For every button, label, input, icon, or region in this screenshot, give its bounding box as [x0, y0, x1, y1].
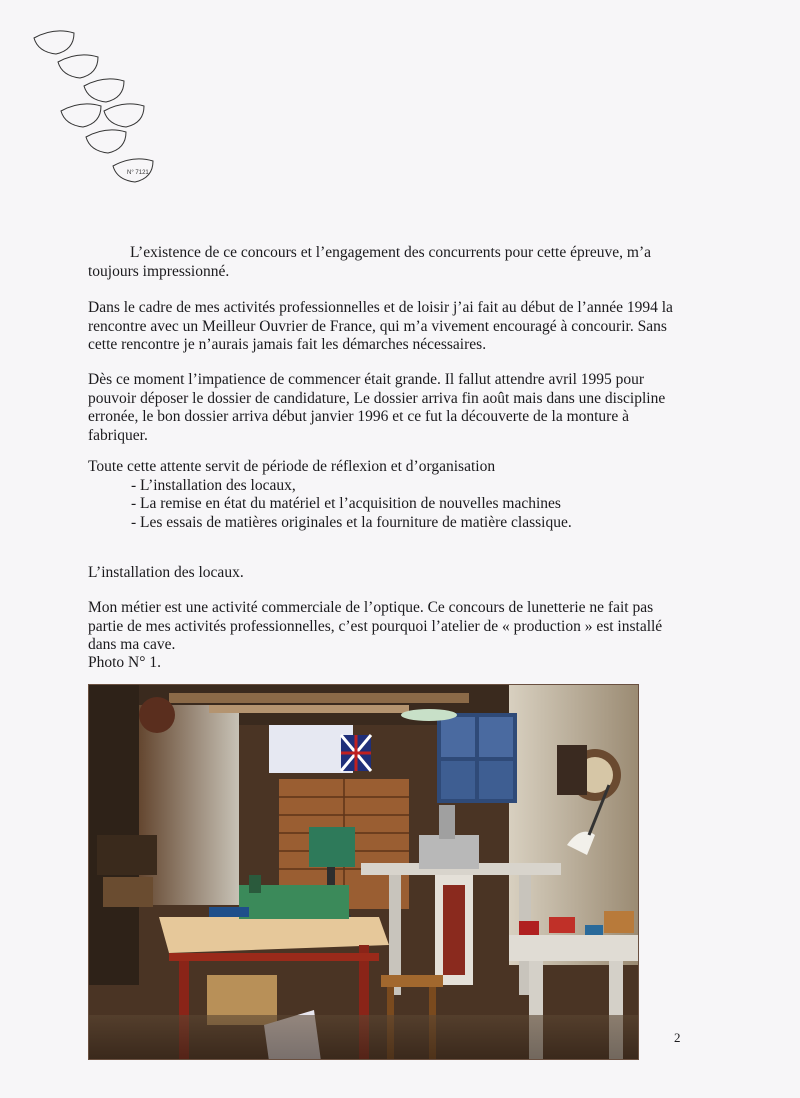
- paragraph-2: Dans le cadre de mes activités professionnelles et de loisir j’ai fait au début de l’année 1994 la rencontre avec un Meilleur Ouvrier de France, qui m’a vivement encouragé à concourir. Sans cette rencontre je n’aurais jamais fait les démarches nécessaires.: [88, 299, 673, 353]
- lens-cascade-logo: [28, 24, 168, 194]
- list-item: - Les essais de matières originales et la fourniture de matière classique.: [131, 513, 572, 531]
- page-number: 2: [674, 1030, 681, 1045]
- logo-number: N° 7121: [127, 170, 149, 176]
- paragraph-4-intro: Toute cette attente servit de période de réflexion et d’organisation: [88, 458, 496, 475]
- paragraph-3: Dès ce moment l’impatience de commencer était grande. Il fallut attendre avril 1995 pour pouvoir déposer le dossier de candidature, Le dossier arriva fin août mais dans une discipline erronée, le bon dossier arriva début janvier 1996 et ce fut la découverte de la monture à fabriquer.: [88, 371, 666, 444]
- preparation-list: [88, 477, 688, 533]
- list-item: - La remise en état du matériel et l’acquisition de nouvelles machines: [131, 495, 561, 512]
- photo-caption: Photo N° 1.: [88, 654, 161, 671]
- paragraph-5: Mon métier est une activité commerciale de l’optique. Ce concours de lunetterie ne fait pas partie de mes activités professionnelles, c’est pourquoi l’atelier de « production » est installé dans ma cave.: [88, 599, 663, 653]
- organisation-block: [88, 458, 688, 532]
- paragraph-1: L’existence de ce concours et l’engagement des concurrents pour cette épreuve, m’a toujours impressionné.: [88, 244, 652, 280]
- list-item: - L’installation des locaux,: [131, 476, 296, 494]
- workshop-photo: [88, 684, 639, 1060]
- section-title: L’installation des locaux.: [88, 564, 244, 581]
